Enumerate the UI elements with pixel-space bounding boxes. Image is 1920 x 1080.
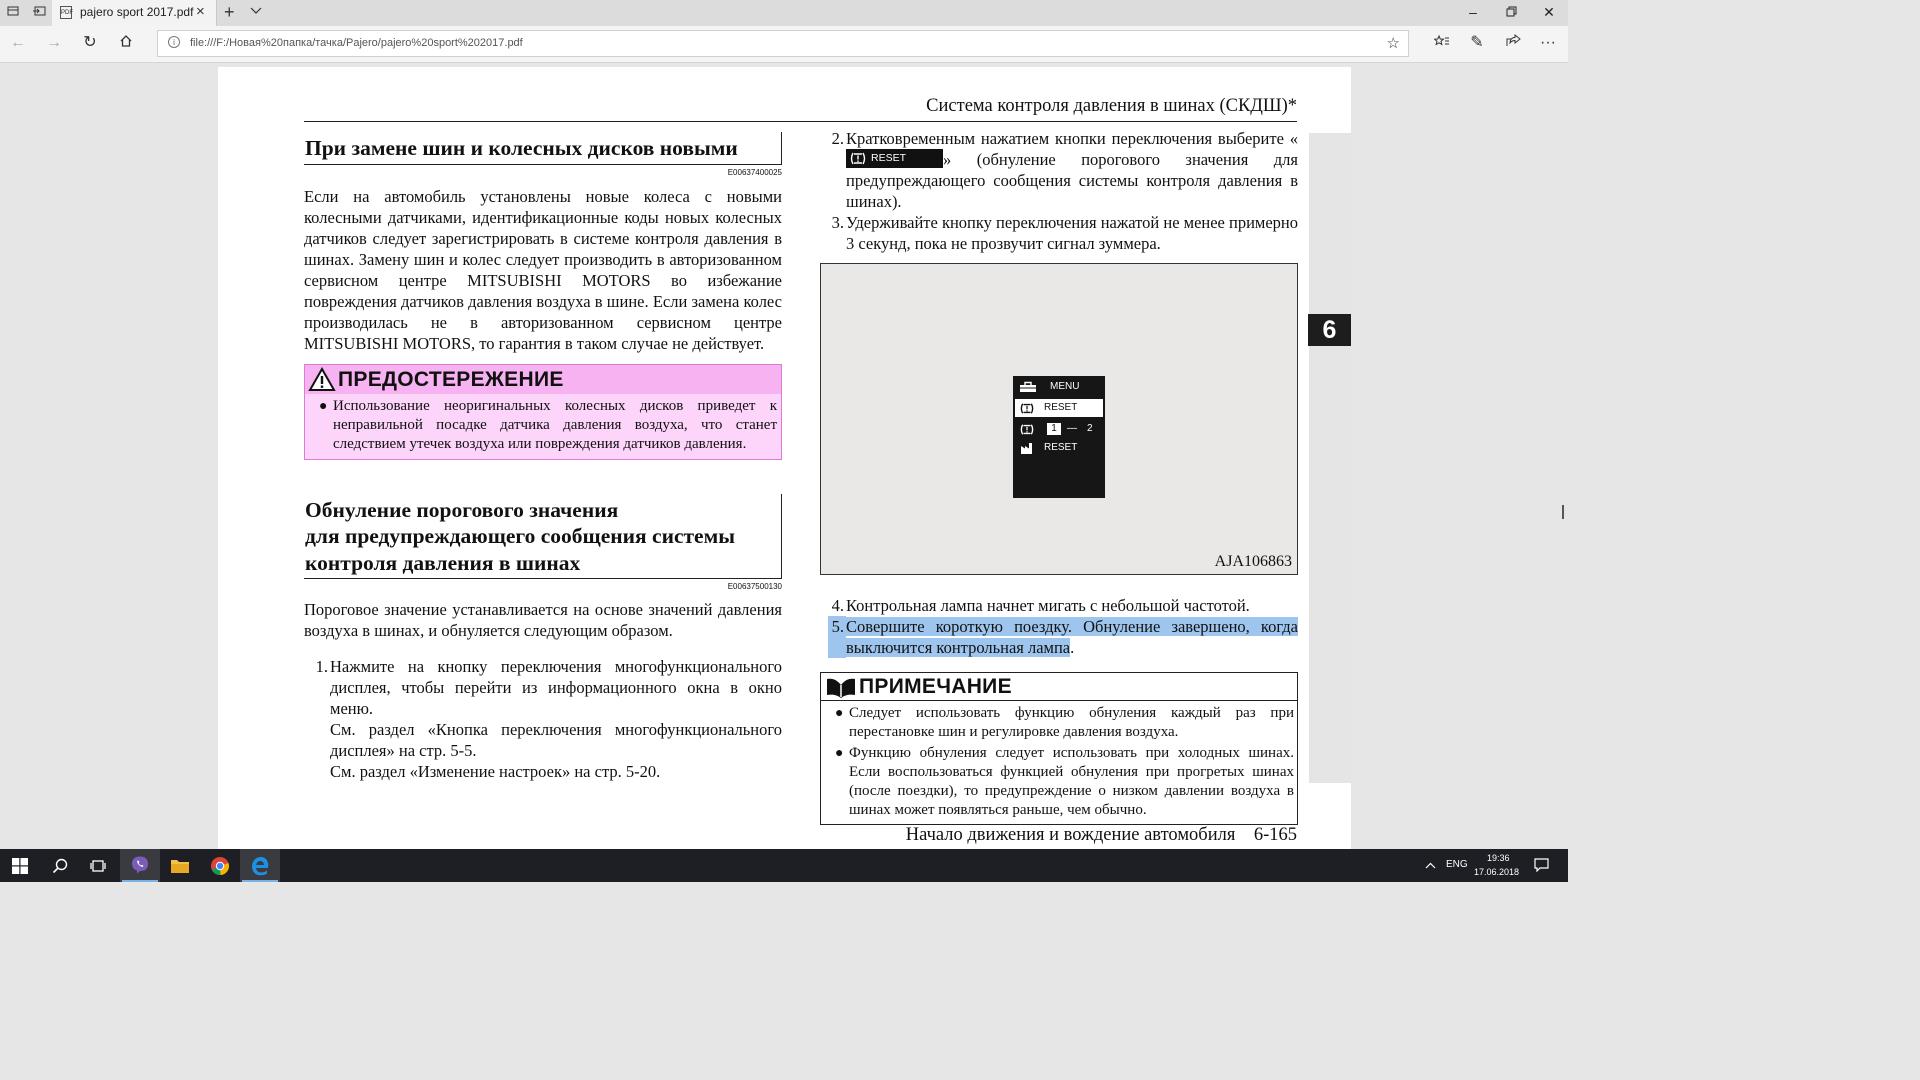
- active-tab[interactable]: [52, 0, 217, 26]
- favorite-star-icon[interactable]: ☆: [1386, 35, 1400, 52]
- close-window-icon[interactable]: ✕: [1543, 4, 1555, 20]
- windows-logo-icon: [12, 858, 28, 874]
- note-title: ПРИМЕЧАНИЕ: [859, 675, 1012, 698]
- step-3: 3. Удерживайте кнопку переключения нажатой не менее примерно 3 секунд, пока не прозвучит сигнал зуммера.: [831, 213, 1299, 253]
- taskbar-app-edge[interactable]: [240, 849, 280, 882]
- chevron-up-icon[interactable]: [1425, 858, 1436, 891]
- tab-title: pajero sport 2017.pdf: [80, 5, 194, 19]
- chrome-icon: [210, 856, 230, 876]
- close-tab-icon[interactable]: ×: [196, 3, 205, 20]
- note-item: ● Следует использовать функцию обнуления каждый раз при перестановке шин и регулировке давления воздуха.: [835, 705, 1294, 740]
- address-url: file:///F:/Новая%20папка/тачка/Pajero/pajero%20sport%202017.pdf: [190, 37, 523, 49]
- page-header: Система контроля давления в шинах (СКДШ)*: [926, 96, 1297, 116]
- search-button[interactable]: [40, 849, 80, 882]
- section-code: E00637500130: [727, 582, 782, 591]
- address-bar[interactable]: [157, 30, 1409, 57]
- tire-pressure-icon: [849, 151, 867, 166]
- toolbox-icon: [1019, 381, 1037, 393]
- action-center-icon[interactable]: [1534, 858, 1549, 891]
- left-column: [304, 132, 782, 782]
- section-paragraph: Пороговое значение устанавливается на основе значений давления воздуха в шинах, и обнуляется следующим образом.: [304, 600, 782, 640]
- taskbar-app-viber[interactable]: [120, 849, 160, 882]
- open-book-icon: [825, 675, 857, 699]
- display-illustration: [820, 263, 1298, 575]
- warning-text: Использование неоригинальных колесных дисков приведет к неправильной посадке датчика давления воздуха, что станет следствием утечек воздуха или повреждения датчиков давления.: [333, 397, 777, 452]
- new-tab-icon[interactable]: +: [224, 2, 235, 22]
- folder-icon: [170, 858, 190, 874]
- search-icon: [52, 858, 68, 874]
- navigation-bar: [0, 26, 1568, 63]
- note-item: ● Функцию обнуления следует использовать при холодных шинах. Если воспользоваться функцией обнуления при прогретых шинах (после поездки), то предупреждение о низком давлении воздуха в шинах может появляться раньше, чем обычно.: [835, 745, 1294, 818]
- lcd-selected-row: RESET: [1015, 399, 1103, 417]
- forward-icon[interactable]: →: [46, 34, 62, 51]
- warning-title: ПРЕДОСТЕРЕЖЕНИЕ: [338, 367, 564, 391]
- step-1-ref1: См. раздел «Кнопка переключения многофункционального дисплея» на стр. 5-5.: [330, 720, 782, 760]
- step-1-text: Нажмите на кнопку переключения многофункционального дисплея, чтобы перейти из информационного окна в окно меню.: [330, 657, 782, 718]
- info-icon[interactable]: i: [168, 36, 180, 48]
- section-paragraph: Если на автомобиль установлены новые колеса с новыми колесными датчиками, идентификационные коды новых колесных датчиков следует зарегистрировать в системе контроля давления в шинах. Замену шин и колес следует производить в авторизованном сервисном центре MITSUBISHI MOTORS во избежание повреждения датчиков давления воздуха в шине. Если замена колес производилась не в авторизованном сервисном центре MITSUBISHI MOTORS, то гарантия в таком случае не действует.: [304, 186, 782, 353]
- reset-chip: RESET: [846, 149, 943, 168]
- home-icon[interactable]: [116, 34, 136, 53]
- viber-icon: [130, 855, 150, 875]
- chevron-down-icon[interactable]: [250, 4, 262, 20]
- step-2: 2. Кратковременным нажатием кнопки переключения выберите « RESET » (обнуление порогового значения для предупреждающего сообщения системы контроля давления в шинах).: [831, 129, 1298, 211]
- language-indicator[interactable]: ENG: [1446, 859, 1468, 870]
- minimize-icon[interactable]: –: [1469, 4, 1477, 20]
- bullet-icon: ●: [835, 706, 844, 721]
- scrollbar-thumb[interactable]: [1562, 505, 1564, 519]
- step-4: 4. Контрольная лампа начнет мигать с небольшой частотой.: [831, 596, 1250, 615]
- warning-triangle-icon: [308, 367, 336, 392]
- factory-icon: [1020, 442, 1036, 455]
- taskbar-app-chrome[interactable]: [200, 849, 240, 882]
- warning-box: [304, 364, 782, 460]
- task-view-button[interactable]: [78, 849, 118, 882]
- share-icon[interactable]: [1503, 34, 1523, 53]
- tire-pressure-icon: [1019, 402, 1035, 415]
- favorites-hub-icon[interactable]: [1432, 34, 1452, 53]
- chapter-side-strip: [1309, 133, 1351, 783]
- start-button[interactable]: [0, 849, 40, 882]
- pdf-file-icon: PDF: [60, 6, 72, 19]
- restore-icon[interactable]: [1496, 3, 1526, 21]
- tab-actions-icon[interactable]: [6, 5, 20, 19]
- pen-icon[interactable]: ✎: [1470, 34, 1484, 51]
- step-5[interactable]: 5. Совершите короткую поездку. Обнуление завершено, когда выключится контрольная лампа.: [820, 616, 1298, 658]
- step-1-ref2: См. раздел «Изменение настроек» на стр. 5-20.: [330, 762, 661, 781]
- step-1: 1. Нажмите на кнопку переключения многофункционального дисплея, чтобы перейти из информационного окна в окно меню. См. раздел «Кнопка переключения многофункционального дисплея» на стр. 5-5. См. раздел «Изменение настроек» на стр. 5-20.: [315, 657, 782, 781]
- section-title-tire-replacement: При замене шин и колесных дисков новыми: [304, 132, 782, 165]
- pdf-page: [218, 67, 1351, 849]
- edge-icon: [250, 856, 270, 876]
- title-bar: [0, 0, 1568, 26]
- back-icon[interactable]: ←: [10, 34, 26, 51]
- bullet-icon: ●: [835, 746, 844, 761]
- taskbar: [0, 849, 1568, 882]
- right-column: [820, 128, 1298, 825]
- tabs-aside-icon[interactable]: [32, 5, 46, 19]
- chapter-tab: 6: [1308, 314, 1351, 346]
- section-code: E00637400025: [727, 167, 782, 177]
- tire-pressure-icon: [1019, 423, 1035, 436]
- note-box: [820, 672, 1298, 825]
- warning-item: [305, 394, 781, 459]
- refresh-icon[interactable]: ↻: [83, 34, 97, 51]
- header-divider: [304, 121, 1297, 122]
- lcd-menu-screen: MENU RESET 1 — 2 RESET: [1013, 376, 1105, 498]
- clock-time[interactable]: 19:36: [1487, 853, 1510, 863]
- figure-code: AJA106863: [1214, 553, 1292, 570]
- taskbar-app-file-explorer[interactable]: [160, 849, 200, 882]
- selected-text[interactable]: Совершите короткую поездку. Обнуление завершено, когда выключится контрольная лампа: [846, 617, 1298, 657]
- more-icon[interactable]: ···: [1540, 34, 1556, 51]
- bullet-icon: ●: [319, 398, 328, 414]
- page-footer: Начало движения и вождение автомобиля 6-165: [905, 825, 1297, 845]
- section-title-threshold-reset: Обнуление порогового значения для предупреждающего сообщения системы контроля давления в шинах: [304, 494, 782, 580]
- clock-date[interactable]: 17.06.2018: [1474, 867, 1520, 877]
- task-view-icon: [90, 859, 106, 873]
